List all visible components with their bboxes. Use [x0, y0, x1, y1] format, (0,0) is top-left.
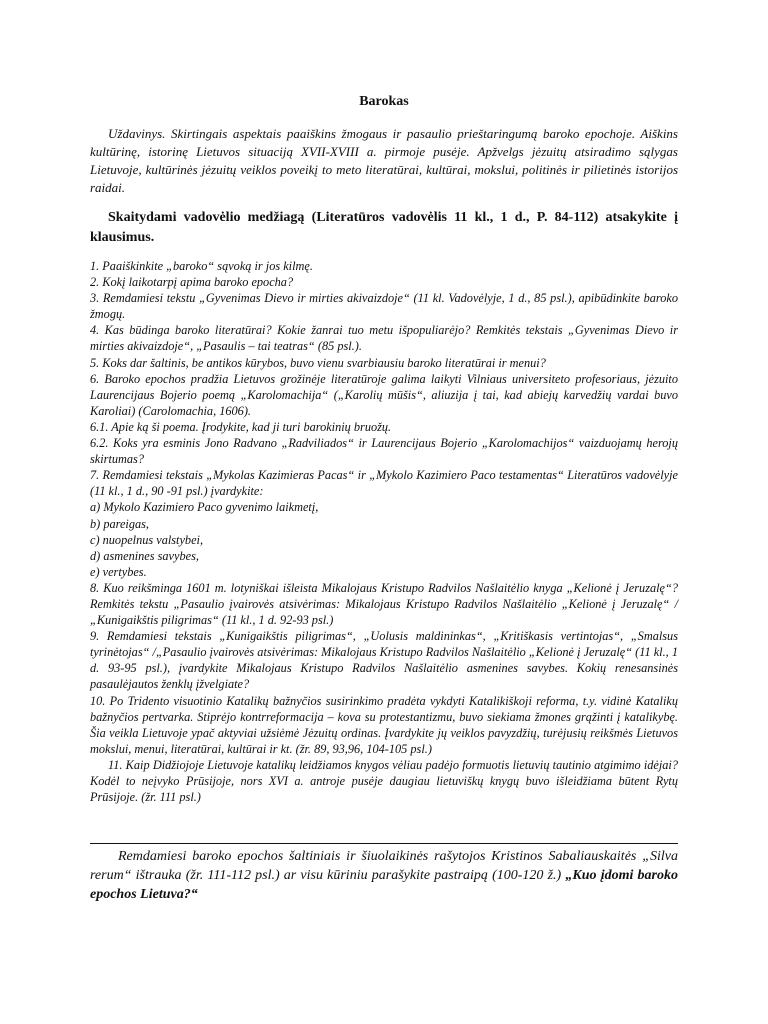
question-subitem: c) nuopelnus valstybei, [90, 532, 204, 547]
final-task-question: „Kuo įdomi baroko epochos Lietuva?“ [90, 868, 678, 902]
question-subitem: d) asmenines savybes, [90, 548, 199, 563]
task-paragraph: Uždavinys. Skirtingais aspektais paaiškins žmogaus ir pasaulio prieštaringumą baroko epochoje. Aiškins kultūrinę, istorinę Lietuvos situaciją XVII-XVIII a. pirmoje pusėje. Apžvelgs jėzuitų atsiradimo sąlygas Lietuvoje, kultūrinės jėzuitų veiklos poveikį to meto literatūrai, kultūrai, mokslui, politinės ir pilietinės istorijos raidai. [90, 126, 678, 195]
question-item: 6.1. Apie ką ši poema. Įrodykite, kad ji turi barokinių bruožų. [90, 419, 392, 434]
question-item: 2. Kokį laikotarpį apima baroko epocha? [90, 275, 294, 290]
question-subitem: e) vertybes. [90, 564, 147, 579]
instruction-paragraph: Skaitydami vadovėlio medžiagą (Literatūros vadovėlis 11 kl., 1 d., P. 84-112) atsakykite į klausimus. [90, 210, 678, 245]
questions-list [90, 258, 678, 805]
question-item: 1. Paaiškinkite „baroko“ sąvoką ir jos kilmę. [90, 259, 313, 273]
question-item: 3. Remdamiesi tekstu „Gyvenimas Dievo ir mirties akivaizdoje“ (11 kl. Vadovėlyje, 1 d., 85 psl.), apibūdinkite baroko žmogų. [90, 291, 678, 322]
final-task-intro: Remdamiesi baroko epochos šaltiniais ir šiuolaikinės rašytojos Kristinos Sabaliauskaitės „Silva rerum“ ištrauka (žr. 111-112 psl.) ar visu kūriniu parašykite pastraipą (100-120 ž.) [90, 849, 678, 883]
question-item: 8. Kuo reikšminga 1601 m. lotyniškai išleista Mikalojaus Kristupo Radvilos Našlaitėlio knyga „Kelionė į Jeruzalę“? Remkitės tekstu „Pasaulio įvairovės atsivėrimas: Mikalojaus Kristupo Radvilos Našlaitėlio „Kelionė į Jeruzalę“ / „Kunigaikštis piligrimas“ (11 kl., 1 d. 92-93 psl.) [90, 580, 678, 628]
question-item: 7. Remdamiesi tekstais „Mykolas Kazimieras Pacas“ ir „Mykolo Kazimiero Paco testamentas“ Literatūros vadovėlyje (11 kl., 1 d., 90 -91 psl.) įvardykite: [90, 468, 678, 499]
question-item: 5. Koks dar šaltinis, be antikos kūrybos, buvo vienu svarbiausiu baroko literatūrai ir menui? [90, 355, 546, 370]
final-task-paragraph [90, 847, 678, 904]
question-item: 11. Kaip Didžiojoje Lietuvoje katalikų leidžiamos knygos vėliau padėjo formuotis lietuvių tautinio atgimimo idėjai? Kodėl to neįvyko Prūsijoje, nors XVI a. antroje pusėje daugiau lietuviškų knygų buvo išleidžiama būtent Rytų Prūsijoje. (žr. 111 psl.) [90, 757, 678, 805]
question-item: 9. Remdamiesi tekstais „Kunigaikštis piligrimas“, „Uolusis maldininkas“, „Kritiškasis vertintojas“, „Smalsus tyrinėtojas“ /„Pasaulio įvairovės atsivėrimas: Mikalojaus Kristupo Radvilos Našlaitėlio „Kelionė į Jeruzalę“ (11 kl., 1 d. 93-95 psl.), įvardykite Mikalojaus Kristupo Radvilos Našlaitėlio asmenines savybes. Kokių renesansinės pasaulėjautos ženklų įžvelgiate? [90, 629, 678, 692]
question-item: 6. Baroko epochos pradžia Lietuvos grožinėje literatūroje galima laikyti Vilniaus universiteto profesoriaus, jėzuito Laurencijaus Bojerio poemą „Karolomachija“ („Karolių mūšis“, aliuzija į tai, kad abiejų karvedžių vardai buvo Karoliai) (Carolomachia, 1606). [90, 371, 678, 418]
document-title: Barokas [359, 94, 409, 109]
question-subitem: b) pareigas, [90, 516, 149, 531]
question-item: 6.2. Koks yra esminis Jono Radvano „Radviliados“ ir Laurencijaus Bojerio „Karolomachijos“ vaizduojamų herojų skirtumas? [90, 436, 678, 467]
question-item: 4. Kas būdinga baroko literatūrai? Kokie žanrai tuo metu išpopuliarėjo? Remkitės tekstais „Gyvenimas Dievo ir mirties akivaizdoje“, „Pasaulis – tai teatras“ (85 psl.). [90, 323, 678, 354]
section-divider [90, 843, 678, 844]
question-subitem: a) Mykolo Kazimiero Paco gyvenimo laikmetį, [90, 500, 319, 515]
question-item: 10. Po Tridento visuotinio Katalikų bažnyčios susirinkimo pradėta vykdyti Katalikiškoji reforma, t.y. vidinė Katalikų bažnyčios pertvarka. Stiprėjo kontrreformacija – kova su protestantizmu, buvo siekiama žmones grąžinti į katalikybę. Šia veikla Lietuvoje ypač aktyviai užsiėmė Jėzuitų ordinas. Įvardykite jų veiklos pavyzdžių, turėjusių reikšmės Lietuvos mokslui, menui, literatūrai, kultūrai ir kt. (žr. 89, 93,96, 104-105 psl.) [90, 693, 678, 756]
